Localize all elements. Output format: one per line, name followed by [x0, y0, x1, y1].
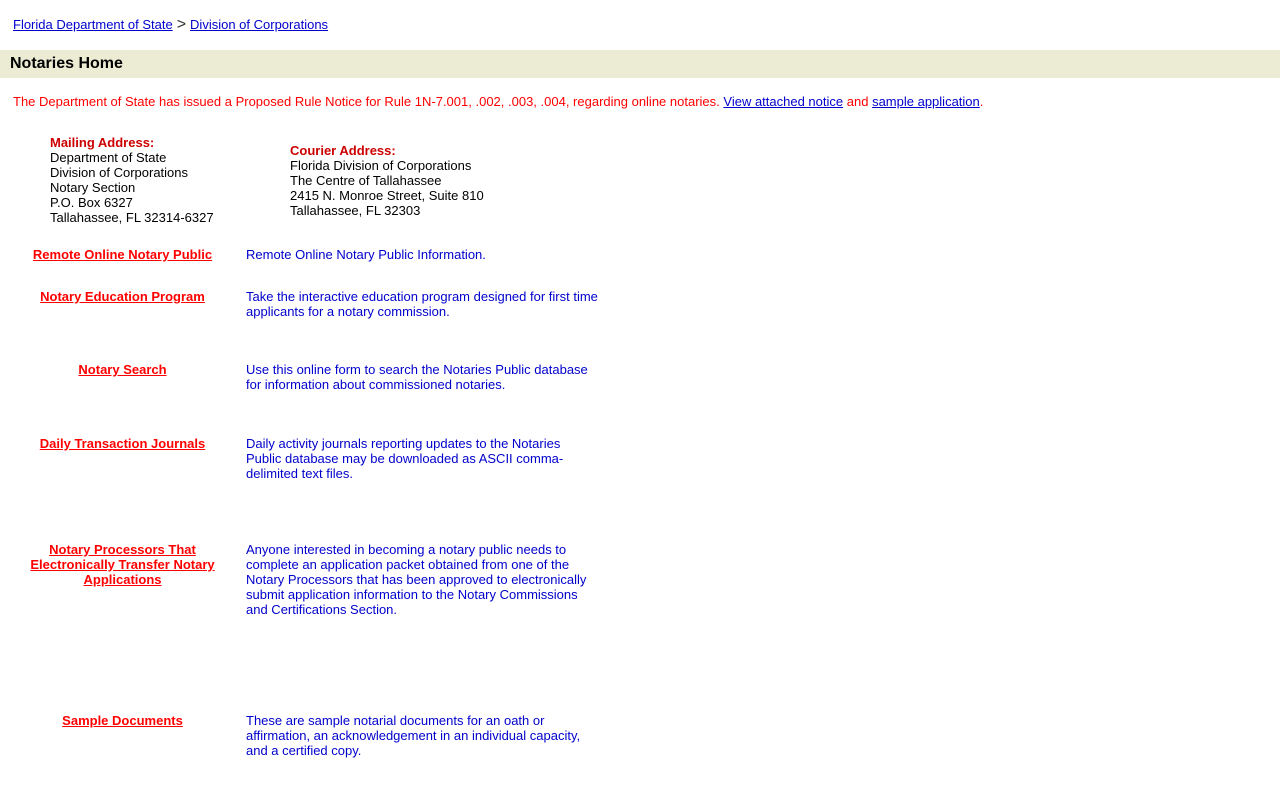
remote-online-notary-description: Remote Online Notary Public Information. [246, 247, 486, 262]
view-attached-notice-link[interactable]: View attached notice [723, 94, 844, 109]
breadcrumb-link-division-of-corporations[interactable]: Division of Corporations [190, 17, 329, 32]
breadcrumb-separator: > [176, 16, 187, 33]
title-bar [0, 50, 1280, 78]
breadcrumb [13, 16, 328, 34]
mailing-address-line: Tallahassee, FL 32314-6327 [50, 210, 214, 225]
courier-address-line: The Centre of Tallahassee [290, 173, 442, 188]
daily-transaction-journals-link[interactable]: Daily Transaction Journals [39, 436, 206, 451]
mailing-address-line: Notary Section [50, 180, 136, 195]
sample-documents-description: These are sample notarial documents for an oath or affirmation, an acknowledgement in an individual capacity, and a certified copy. [246, 713, 581, 758]
courier-address-heading: Courier Address: [290, 143, 396, 158]
page-title: Notaries Home [10, 55, 123, 72]
courier-address [290, 143, 484, 218]
mailing-address-line: Department of State [50, 150, 167, 165]
notary-processors-link[interactable]: Notary Processors That Electronically Transfer Notary Applications [30, 542, 215, 587]
sample-application-link[interactable]: sample application [872, 94, 980, 109]
courier-address-line: Tallahassee, FL 32303 [290, 203, 421, 218]
notary-search-cell [22, 362, 223, 377]
mailing-address [50, 135, 214, 225]
rule-notice-connector: and [846, 94, 869, 109]
courier-address-line: 2415 N. Monroe Street, Suite 810 [290, 188, 484, 203]
daily-transaction-journals-cell [22, 436, 223, 451]
notary-education-program-description: Take the interactive education program designed for first time applicants for a notary commission. [246, 289, 598, 319]
remote-online-notary-cell [22, 247, 223, 262]
mailing-address-line: P.O. Box 6327 [50, 195, 133, 210]
courier-address-line: Florida Division of Corporations [290, 158, 472, 173]
notary-processors-description: Anyone interested in becoming a notary public needs to complete an application packet obtained from one of the Notary Processors that has been approved to electronically submit application information to the Notary Commissions and Certifications Section. [246, 542, 587, 617]
mailing-address-line: Division of Corporations [50, 165, 189, 180]
notary-education-program-link[interactable]: Notary Education Program [40, 289, 205, 304]
notary-processors-cell [22, 542, 223, 587]
daily-transaction-journals-description: Daily activity journals reporting updates to the Notaries Public database may be downloaded as ASCII comma-delimited text files. [246, 436, 564, 481]
rule-notice-text: The Department of State has issued a Proposed Rule Notice for Rule 1N-7.001, .002, .003, .004, regarding online notaries. [13, 94, 720, 109]
breadcrumb-link-department-of-state[interactable]: Florida Department of State [13, 17, 173, 32]
remote-online-notary-public-link[interactable]: Remote Online Notary Public [32, 247, 213, 262]
mailing-address-heading: Mailing Address: [50, 135, 155, 150]
rule-notice [13, 93, 983, 110]
notary-search-description: Use this online form to search the Notaries Public database for information about commissioned notaries. [246, 362, 588, 392]
sample-documents-cell [22, 713, 223, 728]
notary-search-link[interactable]: Notary Search [78, 362, 167, 377]
notary-education-program-cell [22, 289, 223, 304]
rule-notice-end: . [979, 94, 984, 109]
sample-documents-link[interactable]: Sample Documents [62, 713, 183, 728]
